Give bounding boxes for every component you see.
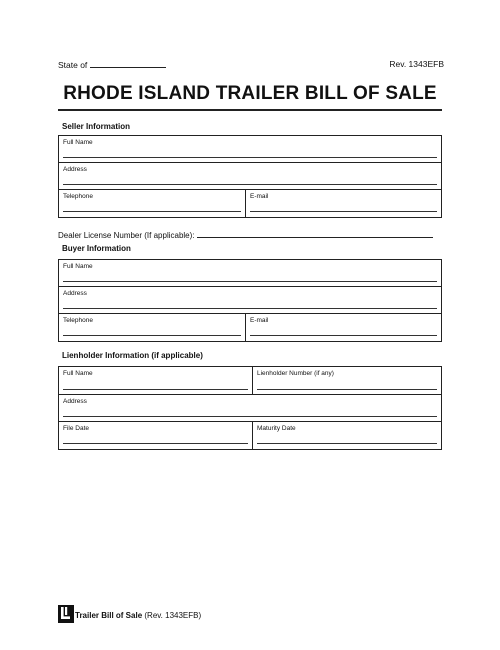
buyer-address-row[interactable] [59, 287, 441, 314]
seller-address-line[interactable] [63, 184, 437, 185]
buyer-contact-row [59, 314, 441, 341]
lienholder-full-name-line[interactable] [63, 389, 248, 390]
lienholder-number-line[interactable] [257, 389, 437, 390]
seller-address-row[interactable] [59, 163, 441, 190]
buyer-email-line[interactable] [250, 335, 437, 336]
seller-contact-row [59, 190, 441, 217]
seller-telephone-cell[interactable] [59, 190, 245, 217]
lienholder-address-row[interactable] [59, 395, 441, 422]
buyer-full-name-line[interactable] [63, 281, 437, 282]
file-date-cell[interactable] [59, 422, 252, 449]
buyer-address-label: Address [63, 290, 87, 297]
lienholder-heading: Lienholder Information (if applicable) [62, 351, 203, 360]
lienholder-full-name-cell[interactable] [59, 367, 252, 394]
buyer-full-name-label: Full Name [63, 263, 93, 270]
revision-code: Rev. 1343EFB [389, 59, 444, 69]
seller-telephone-line[interactable] [63, 211, 241, 212]
header-row [58, 59, 444, 73]
lienholder-full-name-label: Full Name [63, 370, 93, 377]
title-divider [58, 109, 442, 111]
seller-email-cell[interactable] [245, 190, 441, 217]
lienholder-number-cell[interactable] [252, 367, 441, 394]
buyer-telephone-cell[interactable] [59, 314, 245, 341]
buyer-email-label: E-mail [250, 317, 269, 324]
brand-logo-icon [58, 605, 74, 623]
file-date-line[interactable] [63, 443, 248, 444]
file-date-label: File Date [63, 425, 90, 432]
buyer-email-cell[interactable] [245, 314, 441, 341]
footer-label [75, 611, 201, 620]
dealer-license-label: Dealer License Number (If applicable): [58, 231, 195, 240]
buyer-address-line[interactable] [63, 308, 437, 309]
seller-heading: Seller Information [62, 122, 131, 131]
maturity-date-cell[interactable] [252, 422, 441, 449]
buyer-telephone-label: Telephone [63, 317, 93, 324]
footer-doc-name: Trailer Bill of Sale [75, 611, 143, 620]
lienholder-dates-row [59, 422, 441, 449]
seller-telephone-label: Telephone [63, 193, 93, 200]
buyer-telephone-line[interactable] [63, 335, 241, 336]
maturity-date-line[interactable] [257, 443, 437, 444]
state-blank[interactable] [90, 59, 166, 68]
dealer-license-blank[interactable] [197, 229, 433, 238]
seller-full-name-label: Full Name [63, 139, 93, 146]
buyer-full-name-row[interactable] [59, 260, 441, 287]
state-label: State of [58, 60, 88, 70]
seller-full-name-line[interactable] [63, 157, 437, 158]
lienholder-address-line[interactable] [63, 416, 437, 417]
seller-email-line[interactable] [250, 211, 437, 212]
lienholder-number-label: Lienholder Number (if any) [257, 370, 334, 377]
buyer-heading: Buyer Information [62, 244, 131, 253]
document-title: RHODE ISLAND TRAILER BILL OF SALE [63, 83, 437, 104]
maturity-date-label: Maturity Date [257, 425, 296, 432]
dealer-license-field [58, 229, 433, 240]
buyer-box [58, 259, 442, 342]
lienholder-box [58, 366, 442, 450]
seller-address-label: Address [63, 166, 87, 173]
lienholder-name-row [59, 367, 441, 395]
seller-full-name-row[interactable] [59, 136, 441, 163]
footer-revision: (Rev. 1343EFB) [144, 611, 202, 620]
state-field [58, 59, 166, 70]
seller-box [58, 135, 442, 218]
lienholder-address-label: Address [63, 398, 87, 405]
seller-email-label: E-mail [250, 193, 269, 200]
